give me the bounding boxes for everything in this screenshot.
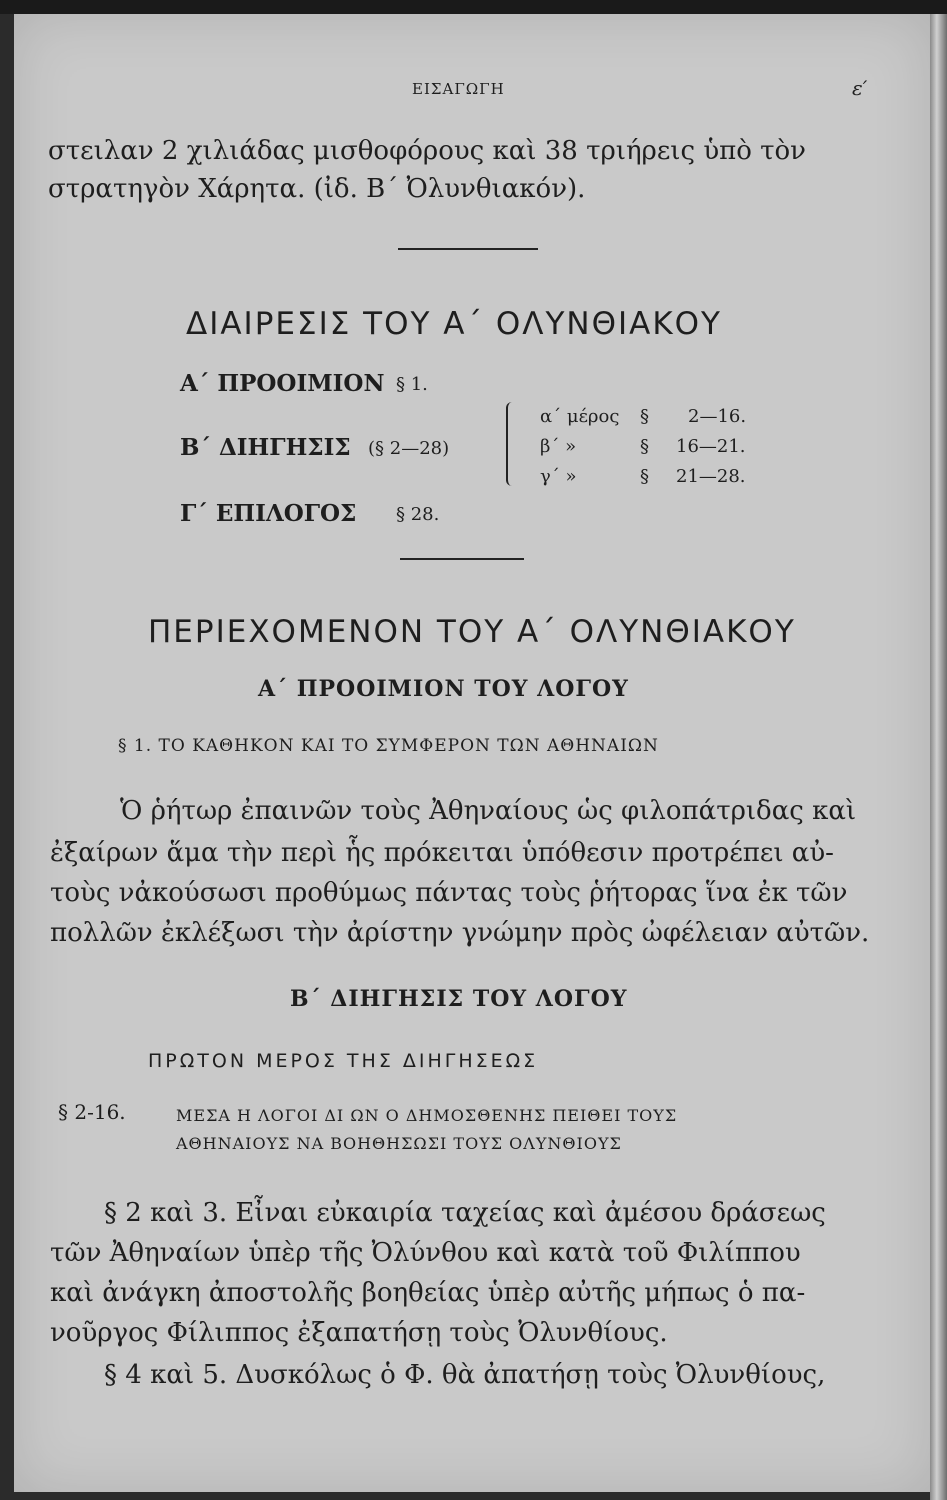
outline-ref-prooimion: § 1. xyxy=(396,374,428,395)
section2-3-line: τῶν Ἀθηναίων ὑπὲρ τῆς Ὀλύνθου καὶ κατὰ τοῦ Φιλίππου xyxy=(50,1238,801,1268)
part-sect: § xyxy=(640,466,649,487)
section2-3-line: καὶ ἀνάγκη ἀποστολῆς βοηθείας ὑπὲρ αὐτῆς μήπως ὁ πα- xyxy=(50,1278,806,1308)
section2-3-line: § 2 καὶ 3. Εἶναι εὐκαιρία ταχείας καὶ ἀμέσου δράσεως xyxy=(104,1198,826,1228)
part-sect: § xyxy=(640,406,649,427)
page-edge xyxy=(930,14,947,1500)
part-range: 16—21. xyxy=(676,436,746,457)
intro-line: στειλαν 2 χιλιάδας μισθοφόρους καὶ 38 τριήρεις ὑπὸ τὸν xyxy=(48,136,806,166)
section1-line: πολλῶν ἐκλέξωσι τὴν ἀρίστην γνώμην πρὸς ὠφέλειαν αὐτῶν. xyxy=(50,918,870,948)
outline-ref-diegesis: (§ 2—28) xyxy=(368,438,450,459)
outline-item-epilogos: Γ΄ ΕΠΙΛΟΓΟΣ xyxy=(180,500,357,527)
division-title: ΔΙΑΙΡΕΣΙΣ ΤΟΥ Α΄ ΟΛΥΝΘΙΑΚΟΥ xyxy=(186,306,722,342)
outline-item-prooimion: Α΄ ΠΡΟΟΙΜΙΟΝ xyxy=(180,370,385,397)
intro-line: στρατηγὸν Χάρητα. (ἰδ. Β΄ Ὀλυνθιακόν). xyxy=(48,174,586,204)
section1-line: τοὺς νἀκούσωσι προθύμως πάντας τοὺς ῥήτορας ἵνα ἐκ τῶν xyxy=(50,878,848,908)
section2-16-heading: ΜΕΣΑ Η ΛΟΓΟΙ ΔΙ ΩΝ Ο ΔΗΜΟΣΘΕΝΗΣ ΠΕΙΘΕΙ ΤΟΥΣ xyxy=(176,1106,678,1125)
outline-item-diegesis: Β΄ ΔΙΗΓΗΣΙΣ xyxy=(180,434,351,461)
contents-title: ΠΕΡΙΕΧΟΜΕΝΟΝ ΤΟΥ Α΄ ΟΛΥΝΘΙΑΚΟΥ xyxy=(148,614,796,650)
part-range: 2—16. xyxy=(688,406,747,427)
section2-3-line: νοῦργος Φίλιππος ἐξαπατήσῃ τοὺς Ὀλυνθίους. xyxy=(50,1318,668,1348)
section1-heading: § 1. ΤΟ ΚΑΘΗΚΟΝ ΚΑΙ ΤΟ ΣΥΜΦΕΡΟΝ ΤΩΝ ΑΘΗΝΑΙΩΝ xyxy=(118,736,659,756)
prooimion-heading: Α΄ ΠΡΟΟΙΜΙΟΝ ΤΟΥ ΛΟΓΟΥ xyxy=(258,676,629,702)
part-sect: § xyxy=(640,436,649,457)
part-name: γ΄ » xyxy=(540,466,577,487)
diegesis-heading: Β΄ ΔΙΗΓΗΣΙΣ ΤΟΥ ΛΟΓΟΥ xyxy=(290,986,628,1012)
section-divider xyxy=(400,558,524,560)
part-name: α΄ μέρος xyxy=(540,406,620,427)
running-head: ΕΙΣΑΓΩΓΗ xyxy=(412,80,505,98)
brace xyxy=(506,402,522,486)
section1-line: Ὁ ῥήτωρ ἐπαινῶν τοὺς Ἀθηναίους ὡς φιλοπάτριδας καὶ xyxy=(120,796,857,826)
section-divider xyxy=(398,248,538,250)
part-range: 21—28. xyxy=(676,466,746,487)
section1-line: ἐξαίρων ἅμα τὴν περὶ ἧς πρόκειται ὑπόθεσιν προτρέπει αὐ- xyxy=(50,838,834,868)
scan-top-edge xyxy=(0,0,947,14)
outline-ref-epilogos: § 28. xyxy=(396,504,440,525)
page-number: ε′ xyxy=(852,76,868,100)
section2-16-heading: ΑΘΗΝΑΙΟΥΣ ΝΑ ΒΟΗΘΗΣΩΣΙ ΤΟΥΣ ΟΛΥΝΘΙΟΥΣ xyxy=(176,1134,622,1153)
section4-5-line: § 4 καὶ 5. Δυσκόλως ὁ Φ. θὰ ἀπατήσῃ τοὺς Ὀλυνθίους, xyxy=(104,1360,826,1390)
part1-heading: ΠΡΩΤΟΝ ΜΕΡΟΣ ΤΗΣ ΔΙΗΓΗΣΕΩΣ xyxy=(148,1050,539,1072)
section2-16-number: § 2-16. xyxy=(58,1100,126,1124)
part-name: β΄ » xyxy=(540,436,577,457)
